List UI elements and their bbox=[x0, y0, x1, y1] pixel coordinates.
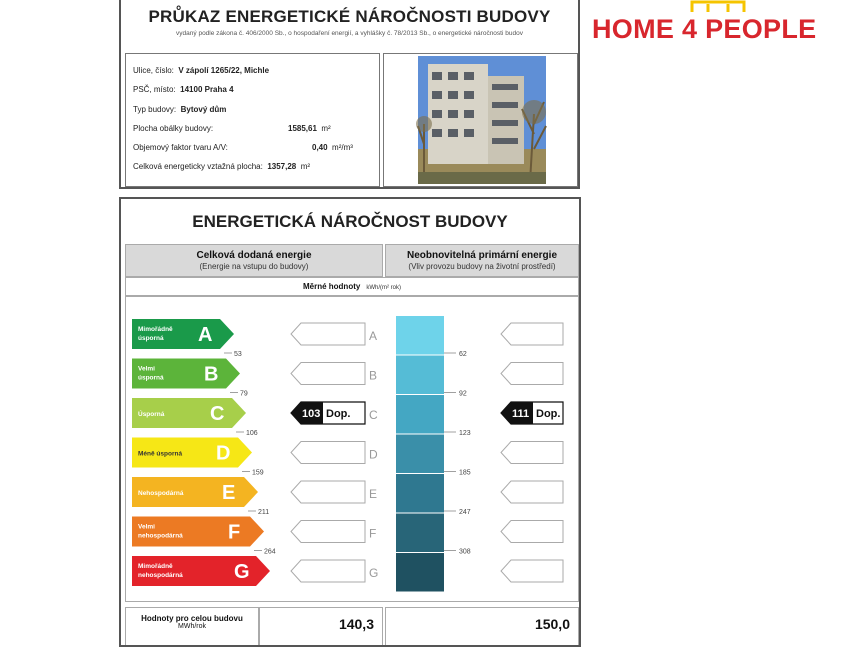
primary-marker-value: 111 bbox=[512, 408, 530, 420]
delivered-energy-header bbox=[125, 244, 383, 277]
address-label: Ulice, číslo: bbox=[133, 66, 174, 75]
primary-threshold-92: 92 bbox=[459, 390, 467, 398]
delivered-scale-letter-g: G bbox=[369, 566, 379, 580]
class-letter-e: E bbox=[222, 482, 236, 504]
area-label: Celková energeticky vztažná plocha: bbox=[133, 162, 263, 171]
class-letter-a: A bbox=[198, 324, 213, 346]
delivered-energy-title: Celková dodaná energie bbox=[196, 250, 312, 261]
primary-bar-segment-d bbox=[396, 435, 444, 474]
specific-values-bar bbox=[125, 277, 579, 296]
zip-row bbox=[133, 85, 234, 94]
primary-threshold-308: 308 bbox=[459, 548, 471, 556]
class-letter-f: F bbox=[228, 521, 241, 544]
delivered-energy-subtitle: (Energie na vstupu do budovy) bbox=[199, 262, 309, 271]
primary-bar-segment-b bbox=[396, 356, 444, 395]
shape-unit: m²/m³ bbox=[332, 143, 353, 152]
delivered-threshold-159: 159 bbox=[252, 469, 264, 477]
delivered-threshold-106: 106 bbox=[246, 430, 258, 437]
delivered-indicator-e bbox=[291, 481, 365, 503]
primary-indicator-d bbox=[501, 442, 563, 464]
total-values-label: Hodnoty pro celou budovu bbox=[141, 614, 243, 623]
delivered-marker-value: 103 bbox=[302, 408, 321, 420]
primary-energy-header bbox=[385, 244, 579, 277]
energy-title: ENERGETICKÁ NÁROČNOST BUDOVY bbox=[192, 212, 508, 231]
class-letter-d: D bbox=[216, 442, 231, 465]
class-letter-b: B bbox=[204, 363, 219, 386]
certificate-title: PRŮKAZ ENERGETICKÉ NÁROČNOSTI BUDOVY bbox=[148, 7, 551, 26]
total-primary-value: 150,0 bbox=[534, 616, 570, 632]
primary-indicator-b bbox=[501, 363, 563, 385]
total-primary-cell bbox=[385, 607, 579, 647]
address-row bbox=[133, 66, 269, 75]
specific-values-unit: kWh/(m² rok) bbox=[366, 285, 401, 291]
energy-rating-box bbox=[119, 197, 581, 647]
primary-energy-title: Neobnovitelná primární energie bbox=[406, 250, 558, 261]
logo-roof-icon bbox=[688, 0, 748, 12]
class-label-a-line1: Mimořádně bbox=[138, 326, 173, 333]
total-values-label-cell bbox=[125, 607, 259, 647]
brand-logo-text: HOME 4 PEOPLE bbox=[592, 14, 817, 44]
delivered-threshold-211: 211 bbox=[258, 509, 270, 516]
shape-row bbox=[133, 143, 228, 152]
total-delivered-value: 140,3 bbox=[338, 616, 374, 632]
address-value: V zápolí 1265/22, Michle bbox=[178, 66, 270, 75]
area-unit: m² bbox=[300, 162, 311, 171]
delivered-threshold-53: 53 bbox=[234, 351, 242, 358]
class-letter-c: C bbox=[210, 403, 225, 425]
class-arrow-f bbox=[132, 517, 264, 547]
building-photo bbox=[384, 54, 577, 186]
delivered-scale-letter-c: C bbox=[369, 408, 378, 422]
primary-indicator-a bbox=[501, 323, 563, 345]
area-value: 1357,28 bbox=[267, 162, 297, 171]
type-row bbox=[133, 105, 226, 114]
area-row bbox=[133, 162, 310, 171]
energy-scale-area bbox=[125, 296, 579, 602]
primary-indicator-e bbox=[501, 481, 563, 503]
delivered-scale-letter-b: B bbox=[369, 368, 378, 383]
class-arrow-b bbox=[132, 359, 240, 389]
envelope-label: Plocha obálky budovy: bbox=[133, 124, 214, 133]
primary-threshold-62: 62 bbox=[459, 351, 467, 358]
primary-threshold-123: 123 bbox=[459, 430, 471, 437]
class-label-b-line1: Velmi bbox=[138, 365, 155, 373]
primary-bar-segment-a bbox=[396, 316, 444, 355]
class-label-e: Nehospodárná bbox=[138, 490, 184, 497]
delivered-indicator-a bbox=[291, 323, 365, 345]
delivered-scale-letter-e: E bbox=[369, 487, 378, 501]
primary-energy-subtitle: (Vliv provozu budovy na životní prostředí) bbox=[408, 262, 556, 271]
delivered-scale-letter-d: D bbox=[369, 447, 378, 462]
building-photo-frame bbox=[383, 53, 578, 187]
primary-marker-label: Dop. bbox=[536, 408, 561, 420]
shape-label: Objemový faktor tvaru A/V: bbox=[133, 143, 228, 152]
energy-scale-graphic bbox=[126, 297, 578, 601]
primary-bar-segment-g bbox=[396, 553, 444, 592]
class-label-d: Méně úsporná bbox=[138, 450, 183, 458]
envelope-unit: m² bbox=[321, 124, 331, 133]
envelope-row bbox=[133, 124, 213, 133]
delivered-scale-letter-a: A bbox=[369, 329, 378, 343]
primary-bar-segment-c bbox=[396, 395, 444, 434]
primary-indicator-g bbox=[501, 560, 563, 582]
building-info-panel bbox=[125, 53, 380, 187]
delivered-marker-label: Dop. bbox=[326, 408, 351, 420]
delivered-scale-letter-f: F bbox=[369, 526, 377, 541]
certificate-subtitle: vydaný podle zákona č. 406/2000 Sb., o hospodaření energií, a vyhlášky č. 78/2013 Sb., o energetické náročnosti budov bbox=[176, 30, 523, 37]
delivered-indicator-f bbox=[291, 521, 365, 543]
primary-threshold-247: 247 bbox=[459, 509, 471, 516]
class-label-a-line2: úsporná bbox=[138, 335, 164, 342]
delivered-threshold-264: 264 bbox=[264, 548, 276, 556]
envelope-value: 1585,61 bbox=[288, 124, 317, 133]
type-value: Bytový dům bbox=[180, 105, 227, 114]
certificate-header-box bbox=[119, 0, 580, 189]
primary-bar-segment-f bbox=[396, 514, 444, 553]
primary-indicator-f bbox=[501, 521, 563, 543]
class-label-c: Úsporná bbox=[138, 411, 165, 418]
class-label-g-line2: nehospodárná bbox=[138, 572, 183, 579]
shape-value: 0,40 bbox=[312, 143, 328, 152]
class-label-f-line2: nehospodárná bbox=[138, 532, 183, 540]
type-label: Typ budovy: bbox=[133, 105, 177, 114]
total-delivered-cell bbox=[259, 607, 383, 647]
class-letter-g: G bbox=[234, 561, 250, 583]
zip-label: PSČ, místo: bbox=[133, 85, 176, 94]
class-label-g-line1: Mimořádně bbox=[138, 563, 173, 570]
envelope-value-group bbox=[288, 124, 331, 133]
delivered-threshold-79: 79 bbox=[240, 390, 248, 398]
class-label-b-line2: úsporná bbox=[138, 374, 164, 382]
zip-value: 14100 Praha 4 bbox=[180, 85, 234, 94]
class-label-f-line1: Velmi bbox=[138, 523, 155, 531]
delivered-indicator-d bbox=[291, 442, 365, 464]
total-values-unit: MWh/rok bbox=[178, 623, 206, 630]
shape-value-group bbox=[312, 143, 353, 152]
primary-bar-segment-e bbox=[396, 474, 444, 513]
class-arrow-a bbox=[132, 319, 234, 349]
delivered-indicator-g bbox=[291, 560, 365, 582]
primary-threshold-185: 185 bbox=[459, 469, 471, 477]
specific-values-label: Měrné hodnoty bbox=[302, 282, 361, 291]
delivered-indicator-b bbox=[291, 363, 365, 385]
